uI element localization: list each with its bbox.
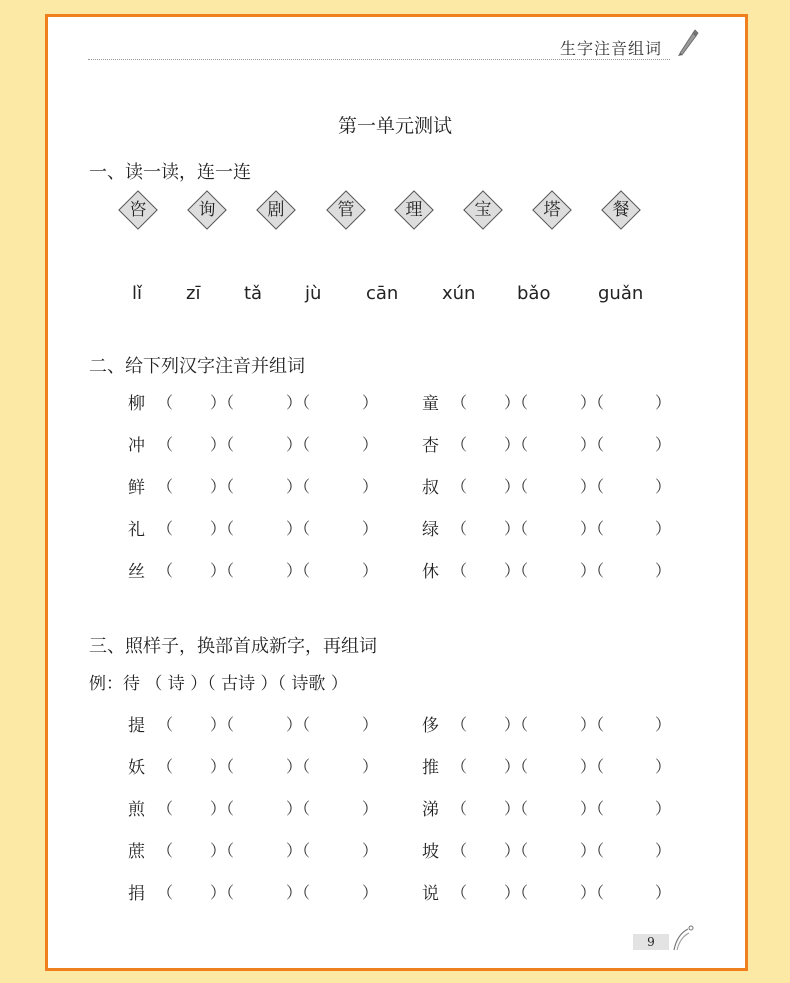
answer-blank[interactable]: ） [655, 757, 672, 776]
answer-blank[interactable]: ） [655, 883, 672, 902]
answer-blank[interactable]: ）（ [580, 799, 605, 818]
character-label: 餐 [612, 200, 630, 220]
answer-blank[interactable]: ）（ [286, 715, 311, 734]
exercise-character: 妖 [128, 758, 145, 778]
answer-blank[interactable]: ）（ [580, 435, 605, 454]
answer-blank[interactable]: ） [655, 477, 672, 496]
exercise-character: 童 [422, 394, 439, 414]
answer-blank[interactable]: ）（ [504, 757, 529, 776]
answer-blank[interactable]: ）（ [286, 435, 311, 454]
section1-heading: 一、读一读，连一连 [89, 162, 251, 183]
character-label: 宝 [474, 200, 492, 220]
answer-blank[interactable]: （ [451, 799, 468, 818]
answer-blank[interactable]: ） [362, 519, 379, 538]
character-diamond [256, 190, 296, 230]
answer-blank[interactable]: ）（ [504, 883, 529, 902]
answer-blank[interactable]: ）（ [580, 393, 605, 412]
pinyin-label: guǎn [598, 283, 644, 304]
answer-blank[interactable]: ） [362, 561, 379, 580]
header-title: 生字注音组词 [560, 39, 663, 58]
pinyin-label: zī [186, 283, 201, 304]
answer-blank[interactable]: （ [451, 435, 468, 454]
answer-blank[interactable]: （ [157, 561, 174, 580]
answer-blank[interactable]: ）（ [504, 519, 529, 538]
character-diamond [394, 190, 434, 230]
answer-blank[interactable]: ） [655, 841, 672, 860]
answer-blank[interactable]: ） [362, 435, 379, 454]
answer-blank[interactable]: ）（ [504, 393, 529, 412]
character-diamond [326, 190, 366, 230]
exercise-character: 捐 [128, 884, 145, 904]
answer-blank[interactable]: ）（ [504, 715, 529, 734]
answer-blank[interactable]: ） [362, 477, 379, 496]
answer-blank[interactable]: （ [157, 715, 174, 734]
pinyin-label: bǎo [517, 283, 551, 304]
exercise-character: 礼 [128, 520, 145, 540]
answer-blank[interactable]: ）（ [504, 435, 529, 454]
section2-heading: 二、给下列汉字注音并组词 [89, 356, 305, 377]
exercise-character: 涕 [422, 800, 439, 820]
answer-blank[interactable]: ）（ [580, 715, 605, 734]
answer-blank[interactable]: ）（ [210, 393, 235, 412]
exercise-character: 休 [422, 562, 439, 582]
answer-blank[interactable]: ） [362, 799, 379, 818]
exercise-character: 冲 [128, 436, 145, 456]
exercise-character: 叔 [422, 478, 439, 498]
answer-blank[interactable]: ）（ [580, 841, 605, 860]
character-label: 理 [405, 200, 423, 220]
exercise-character: 柳 [128, 394, 145, 414]
answer-blank[interactable]: （ [157, 477, 174, 496]
answer-blank[interactable]: ） [655, 799, 672, 818]
exercise-character: 丝 [128, 562, 145, 582]
answer-blank[interactable]: ）（ [504, 561, 529, 580]
answer-blank[interactable]: ） [655, 435, 672, 454]
pinyin-label: lǐ [132, 283, 143, 304]
exercise-character: 杏 [422, 436, 439, 456]
answer-blank[interactable]: ） [362, 841, 379, 860]
answer-blank[interactable]: （ [451, 477, 468, 496]
answer-blank[interactable]: ）（ [286, 561, 311, 580]
answer-blank[interactable]: ）（ [286, 393, 311, 412]
answer-blank[interactable]: ）（ [210, 435, 235, 454]
answer-blank[interactable]: ） [655, 393, 672, 412]
answer-blank[interactable]: ） [362, 393, 379, 412]
pinyin-label: tǎ [244, 283, 263, 304]
pinyin-label: jù [305, 283, 322, 304]
answer-blank[interactable]: ）（ [580, 757, 605, 776]
character-label: 塔 [543, 200, 561, 220]
page-number: 9 [633, 934, 669, 950]
exercise-character: 鲜 [128, 478, 145, 498]
answer-blank[interactable]: （ [157, 799, 174, 818]
answer-blank[interactable]: ）（ [286, 477, 311, 496]
answer-blank[interactable]: ）（ [210, 715, 235, 734]
character-diamond [601, 190, 641, 230]
exercise-character: 侈 [422, 716, 439, 736]
answer-blank[interactable]: ） [362, 883, 379, 902]
character-label: 咨 [129, 200, 147, 220]
character-label: 剧 [267, 200, 285, 220]
answer-blank[interactable]: ）（ [210, 841, 235, 860]
section3-heading: 三、照样子，换部首成新字，再组词 [89, 636, 377, 657]
answer-blank[interactable]: ） [655, 715, 672, 734]
answer-blank[interactable]: （ [157, 519, 174, 538]
exercise-character: 说 [422, 884, 439, 904]
answer-blank[interactable]: ）（ [286, 883, 311, 902]
answer-blank[interactable]: ）（ [504, 841, 529, 860]
answer-blank[interactable]: （ [451, 519, 468, 538]
pinyin-label: xún [442, 283, 476, 304]
page-title: 第一单元测试 [337, 115, 452, 137]
answer-blank[interactable]: ）（ [504, 799, 529, 818]
character-diamond [532, 190, 572, 230]
answer-blank[interactable]: （ [157, 757, 174, 776]
answer-blank[interactable]: ）（ [210, 519, 235, 538]
answer-blank[interactable]: （ [451, 715, 468, 734]
answer-blank[interactable]: ）（ [504, 477, 529, 496]
character-diamond [463, 190, 503, 230]
answer-blank[interactable]: （ [451, 393, 468, 412]
answer-blank[interactable]: ） [362, 757, 379, 776]
answer-blank[interactable]: ）（ [580, 519, 605, 538]
answer-blank[interactable]: ）（ [210, 883, 235, 902]
character-diamond [118, 190, 158, 230]
exercise-character: 煎 [128, 800, 145, 820]
answer-blank[interactable]: ）（ [286, 799, 311, 818]
answer-blank[interactable]: ）（ [286, 757, 311, 776]
exercise-character: 坡 [422, 842, 439, 862]
answer-blank[interactable]: （ [451, 841, 468, 860]
pen-nib-icon [670, 924, 696, 952]
exercise-character: 提 [128, 716, 145, 736]
answer-blank[interactable]: （ [157, 393, 174, 412]
answer-blank[interactable]: ）（ [580, 883, 605, 902]
answer-blank[interactable]: ）（ [210, 561, 235, 580]
answer-blank[interactable]: ）（ [580, 561, 605, 580]
character-label: 询 [198, 200, 216, 220]
answer-blank[interactable]: ）（ [210, 757, 235, 776]
character-diamond [187, 190, 227, 230]
section3-example: 例：待 （ 诗 ）（ 古诗 ）（ 诗歌 ） [89, 674, 348, 694]
answer-blank[interactable]: （ [157, 883, 174, 902]
answer-blank[interactable]: ） [655, 519, 672, 538]
exercise-character: 蔗 [128, 842, 145, 862]
answer-blank[interactable]: ）（ [580, 477, 605, 496]
answer-blank[interactable]: （ [451, 883, 468, 902]
answer-blank[interactable]: （ [157, 435, 174, 454]
exercise-character: 绿 [422, 520, 439, 540]
answer-blank[interactable]: ）（ [210, 799, 235, 818]
answer-blank[interactable]: （ [451, 757, 468, 776]
answer-blank[interactable]: （ [451, 561, 468, 580]
character-label: 管 [337, 200, 355, 220]
answer-blank[interactable]: ）（ [286, 519, 311, 538]
pencil-icon [674, 27, 700, 57]
answer-blank[interactable]: ）（ [286, 841, 311, 860]
answer-blank[interactable]: ）（ [210, 477, 235, 496]
exercise-character: 推 [422, 758, 439, 778]
answer-blank[interactable]: ） [362, 715, 379, 734]
pinyin-label: cān [366, 283, 399, 304]
answer-blank[interactable]: ） [655, 561, 672, 580]
header-divider [88, 59, 670, 60]
answer-blank[interactable]: （ [157, 841, 174, 860]
